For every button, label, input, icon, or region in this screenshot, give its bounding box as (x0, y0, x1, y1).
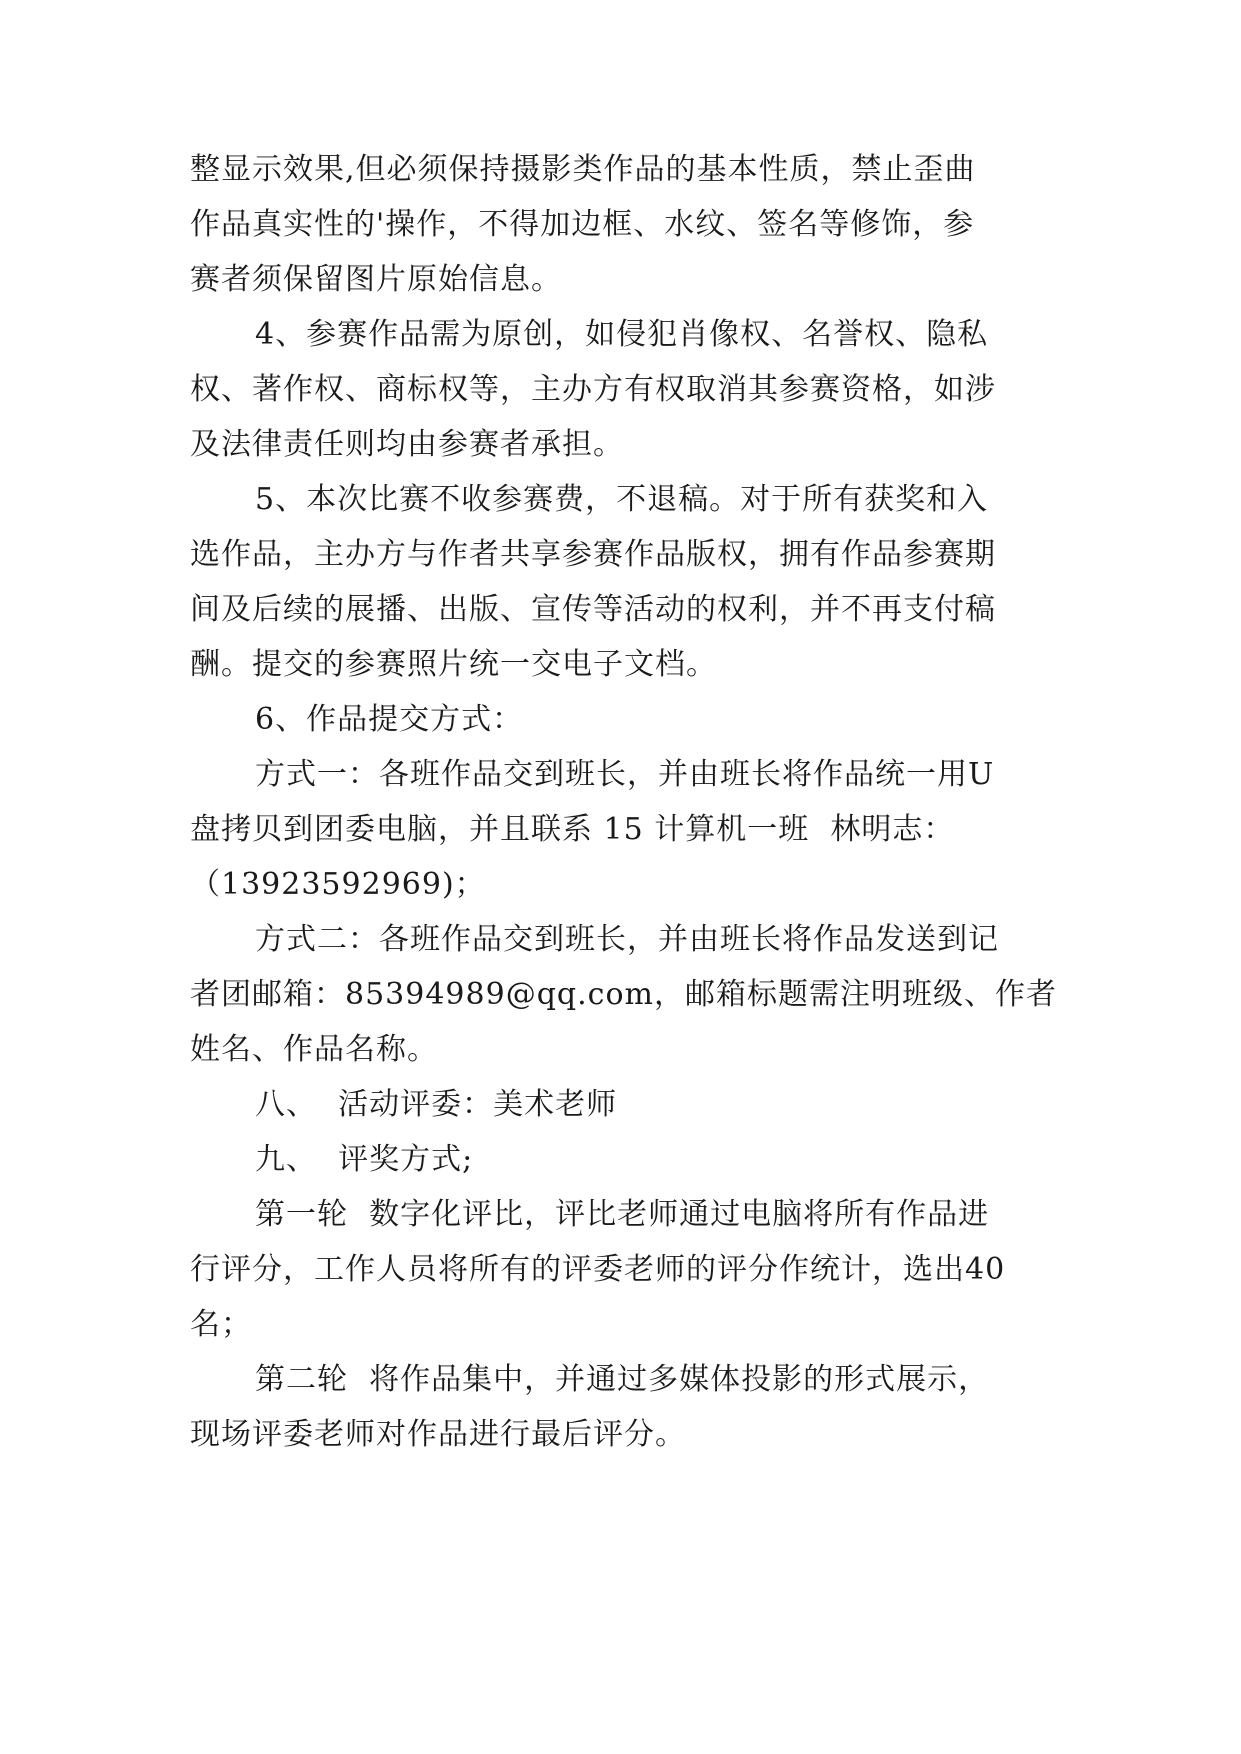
paragraph-line: 方式二：各班作品交到班长，并由班长将作品发送到记 (255, 922, 999, 957)
paragraph-line: 名； (190, 1307, 252, 1342)
paragraph-line: 间及后续的展播、出版、宣传等活动的权利，并不再支付稿 (190, 592, 996, 627)
paragraph-line: 整显示效果,但必须保持摄影类作品的基本性质，禁止歪曲 (190, 152, 976, 187)
paragraph-line: 方式一：各班作品交到班长，并由班长将作品统一用U (255, 757, 995, 792)
section-heading: 九、 评奖方式; (255, 1142, 474, 1177)
paragraph-line: 盘拷贝到团委电脑，并且联系 15 计算机一班 林明志： (190, 812, 955, 847)
paragraph-line: 酬。提交的参赛照片统一交电子文档。 (190, 647, 717, 682)
paragraph-line: 者团邮箱：85394989@qq.com，邮箱标题需注明班级、作者 (190, 977, 1057, 1012)
paragraph-line: 作品真实性的'操作，不得加边框、水纹、签名等修饰，参 (190, 207, 975, 242)
paragraph-line: 第二轮 将作品集中，并通过多媒体投影的形式展示， (255, 1362, 990, 1397)
paragraph-line: （13923592969)； (190, 867, 486, 902)
paragraph-line: 及法律责任则均由参赛者承担。 (190, 427, 624, 462)
paragraph-line: 姓名、作品名称。 (190, 1032, 438, 1067)
paragraph-line: 第一轮 数字化评比，评比老师通过电脑将所有作品进 (255, 1197, 990, 1232)
section-heading: 八、 活动评委：美术老师 (255, 1087, 618, 1122)
paragraph-line: 5、本次比赛不收参赛费，不退稿。对于所有获奖和入 (255, 482, 989, 517)
paragraph-line: 4、参赛作品需为原创，如侵犯肖像权、名誉权、隐私 (255, 317, 989, 352)
paragraph-line: 赛者须保留图片原始信息。 (190, 262, 562, 297)
section-heading: 6、作品提交方式： (255, 702, 524, 737)
paragraph-line: 行评分，工作人员将所有的评委老师的评分作统计，选出40 (190, 1252, 1006, 1287)
paragraph-line: 权、著作权、商标权等，主办方有权取消其参赛资格，如涉 (190, 372, 996, 407)
paragraph-line: 选作品，主办方与作者共享参赛作品版权，拥有作品参赛期 (190, 537, 996, 572)
paragraph-line: 现场评委老师对作品进行最后评分。 (190, 1417, 686, 1452)
